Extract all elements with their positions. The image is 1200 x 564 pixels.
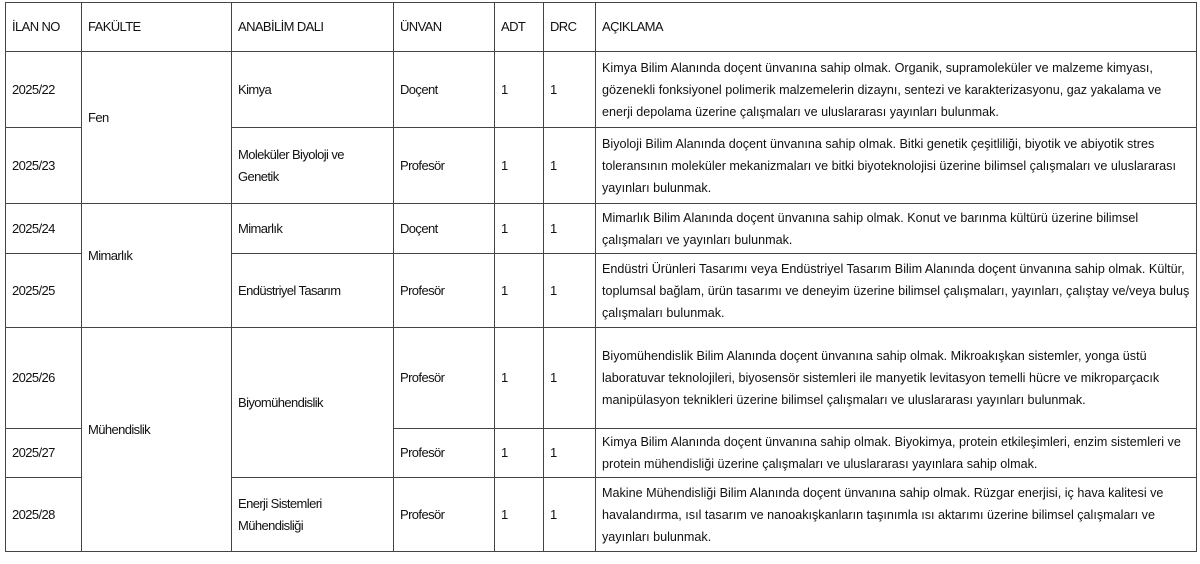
anabilim-dali-cell: Biyomühendislik [232,328,394,478]
header-aciklama: AÇIKLAMA [596,3,1197,52]
header-fakulte: FAKÜLTE [82,3,232,52]
drc-cell: 1 [544,429,596,478]
drc-cell: 1 [544,52,596,128]
anabilim-dali-cell: Endüstriyel Tasarım [232,254,394,328]
fakulte-name: Mimarlık [88,247,133,263]
header-unvan: ÜNVAN [394,3,495,52]
adt-cell: 1 [495,204,544,254]
ilan-no-cell: 2025/24 [6,204,82,254]
header-row [6,3,1197,52]
adt-cell: 1 [495,128,544,204]
drc-cell: 1 [544,204,596,254]
anabilim-dali-cell: Mimarlık [232,204,394,254]
drc-cell: 1 [544,328,596,429]
unvan-cell: Profesör [394,128,495,204]
ilan-no-cell: 2025/26 [6,328,82,429]
table-row [6,204,1197,254]
fakulte-name: Fen [88,109,109,125]
anabilim-dali-cell: Moleküler Biyoloji ve Genetik [232,128,394,204]
unvan-cell: Profesör [394,478,495,552]
anabilim-dali-cell: Kimya [232,52,394,128]
adt-cell: 1 [495,328,544,429]
ilan-no-cell: 2025/23 [6,128,82,204]
job-postings-table [5,2,1197,552]
fakulte-cell [82,52,232,204]
drc-cell: 1 [544,478,596,552]
table-row [6,328,1197,429]
header-drc: DRC [544,3,596,52]
ilan-no-cell: 2025/27 [6,429,82,478]
adt-cell: 1 [495,254,544,328]
adt-cell: 1 [495,429,544,478]
aciklama-cell: Biyoloji Bilim Alanında doçent ünvanına sahip olmak. Bitki genetik çeşitliliği, biyotik ve abiyotik stres toleransının moleküler mekanizmaları ve bitki biyoteknolojisi üzerine bilimsel çalışmaları ve uluslararası yayınları bulunmak. [596,128,1197,204]
header-anabilim-dali: ANABİLİM DALI [232,3,394,52]
header-adt: ADT [495,3,544,52]
drc-cell: 1 [544,254,596,328]
header-ilan-no: İLAN NO [6,3,82,52]
anabilim-dali-cell: Enerji Sistemleri Mühendisliği [232,478,394,552]
unvan-cell: Profesör [394,254,495,328]
aciklama-cell: Mimarlık Bilim Alanında doçent ünvanına sahip olmak. Konut ve barınma kültürü üzerine bilimsel çalışmaları ve yayınları bulunmak. [596,204,1197,254]
table-row [6,52,1197,128]
ilan-no-cell: 2025/22 [6,52,82,128]
aciklama-cell: Biyomühendislik Bilim Alanında doçent ünvanına sahip olmak. Mikroakışkan sistemler, yonga üstü laboratuvar teknolojileri, biyosensör sistemleri ile manyetik levitasyon temelli hücre ve mikroparçacık manipülasyon teknikleri üzerine bilimsel çalışmaları ve uluslararası yayınları bulunmak. [596,328,1197,429]
fakulte-cell [82,204,232,328]
aciklama-cell: Endüstri Ürünleri Tasarımı veya Endüstriyel Tasarım Bilim Alanında doçent ünvanına sahip olmak. Kültür, toplumsal bağlam, ürün tasarımı ve deneyim üzerine bilimsel çalışmaları, yayınları, çalıştay ve/veya buluş çalışmaları bulunmak. [596,254,1197,328]
fakulte-cell [82,328,232,552]
aciklama-cell: Makine Mühendisliği Bilim Alanında doçent ünvanına sahip olmak. Rüzgar enerjisi, iç hava kalitesi ve havalandırma, ısıl tasarım ve nanoakışkanların taşınımla ısı aktarımı üzerine bilimsel çalışmaları ve yayınları bulunmak. [596,478,1197,552]
unvan-cell: Doçent [394,204,495,254]
aciklama-cell: Kimya Bilim Alanında doçent ünvanına sahip olmak. Biyokimya, protein etkileşimleri, enzim sistemleri ve protein mühendisliği üzerine çalışmaları ve uluslararası yayınlara sahip olmak. [596,429,1197,478]
aciklama-cell: Kimya Bilim Alanında doçent ünvanına sahip olmak. Organik, supramoleküler ve malzeme kimyası, gözenekli fonksiyonel polimerik malzemelerin dizaynı, sentezi ve karakterizasyonu, gaz yakalama ve enerji depolama üzerine çalışmaları ve uluslararası yayınları bulunmak. [596,52,1197,128]
fakulte-name: Mühendislik [88,421,151,437]
unvan-cell: Doçent [394,52,495,128]
adt-cell: 1 [495,478,544,552]
unvan-cell: Profesör [394,429,495,478]
drc-cell: 1 [544,128,596,204]
unvan-cell: Profesör [394,328,495,429]
ilan-no-cell: 2025/25 [6,254,82,328]
adt-cell: 1 [495,52,544,128]
ilan-no-cell: 2025/28 [6,478,82,552]
